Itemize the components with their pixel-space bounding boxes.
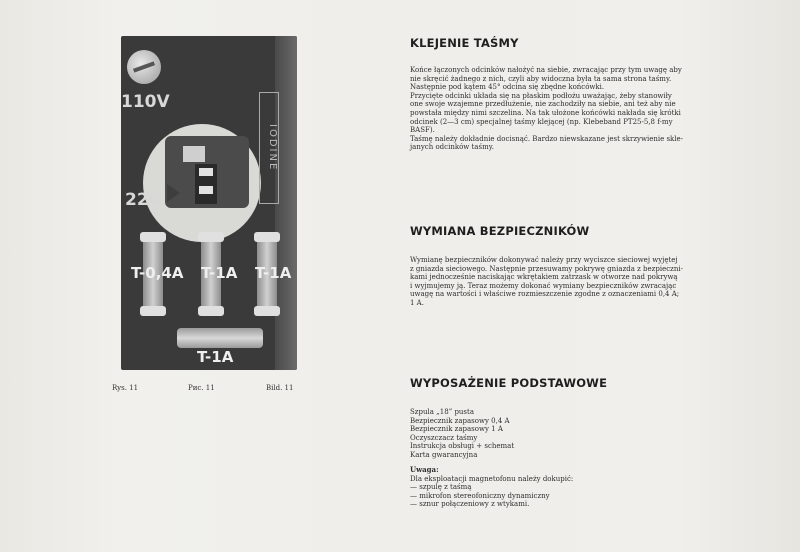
body-line: 1 A. <box>410 298 424 307</box>
selector-contact <box>199 186 213 194</box>
figure-caption-ru: Рис. 11 <box>188 384 215 392</box>
voltage-220-label: 220 <box>125 190 161 210</box>
body-line: odcinek (2—3 cm) specjalnej taśmy klejącej (np. Klebeband PT25-5,8 f-my <box>410 117 673 126</box>
spare-fuse-label: T-1A <box>197 348 234 366</box>
list-item: Oczyszczacz taśmy <box>410 433 478 442</box>
body-line: janych odcinków taśmy. <box>410 143 494 152</box>
body-line: i wyjmujemy ją. Teraz możemy dokonać wymiany bezpieczników zwracając <box>410 281 677 290</box>
list-item: Szpula „18” pusta <box>410 408 475 416</box>
body-line: Końce łączonych odcinków nałożyć na siebie, zwracając przy tym uwagę aby <box>410 66 682 74</box>
list-item: Bezpiecznik zapasowy 1 A <box>410 425 503 434</box>
body-line: BASF). <box>410 126 435 135</box>
fuse-label: T-1A <box>201 264 238 282</box>
screw-icon <box>127 50 161 84</box>
body-line: uwagę na wartości i właściwe rozmieszczenie zgodne z oznaczeniami 0,4 A; <box>410 290 680 299</box>
section-title-wymiana: WYMIANA BEZPIECZNIKÓW <box>410 224 590 238</box>
selector-contact <box>199 168 213 176</box>
figure-caption-pl: Rys. 11 <box>112 384 139 392</box>
note-block <box>410 466 752 509</box>
body-line: Taśmę należy dokładnie docisnąć. Bardzo niewskazane jest skrzywienie skle- <box>410 134 684 143</box>
body-line: Przycięte odcinki układa się na płaskim podłożu uważając, żeby stanowiły <box>410 91 672 100</box>
voltage-110-label: 110V <box>121 92 170 112</box>
list-item: Karta gwarancyjna <box>410 450 478 459</box>
fuse-label: T-1A <box>255 264 292 282</box>
selector-arrow-icon <box>167 184 180 202</box>
body-line: Następnie pod kątem 45° odcina się zbędne końcówki. <box>410 83 605 92</box>
fuse-label: T-0,4A <box>131 264 184 282</box>
body-line: one swoje wzajemne przedłużenie, nie zachodziły na siebie, ani też aby nie <box>410 100 676 109</box>
note-line: — mikrofon stereofoniczny dynamiczny <box>410 491 550 500</box>
note-line: Dla eksploatacji magnetofonu należy dokupić: <box>410 474 574 483</box>
section-title-wyposazenie: WYPOSAŻENIE PODSTAWOWE <box>410 376 608 390</box>
selector-slot <box>183 146 205 162</box>
note-title: Uwaga: <box>410 465 439 474</box>
body-line: powstała między nimi szczelina. Na tak ułożone końcówki nakłada się krótki <box>410 108 681 117</box>
section-body-klejenie <box>410 66 752 152</box>
figure-caption-de: Bild. 11 <box>266 384 294 392</box>
list-item: Instrukcja obsługi + schemat <box>410 442 515 451</box>
equipment-list <box>410 408 752 460</box>
body-line: nie skręcić żadnego z nich, czyli aby widoczna była ta sama strona taśmy. <box>410 74 672 83</box>
body-line: kami jednocześnie naciskając wkrętakiem zatrzask w otworze nad pokrywą <box>410 273 678 282</box>
body-line: Wymianę bezpieczników dokonywać należy przy wyciszce sieciowej wyjętej <box>410 256 678 264</box>
fuse-socket-photo <box>121 36 297 370</box>
note-line: — szpulę z taśmą <box>410 483 472 492</box>
list-item: Bezpiecznik zapasowy 0,4 A <box>410 416 510 425</box>
spare-fuse-icon <box>177 328 263 348</box>
side-label: IODINE <box>259 92 279 204</box>
note-line: — sznur połączeniowy z wtykami. <box>410 500 530 509</box>
section-body-wymiana <box>410 256 752 308</box>
body-line: z gniazda sieciowego. Następnie przesuwamy pokrywę gniazda z bezpieczni- <box>410 264 683 273</box>
section-title-klejenie: KLEJENIE TAŚMY <box>410 36 519 50</box>
